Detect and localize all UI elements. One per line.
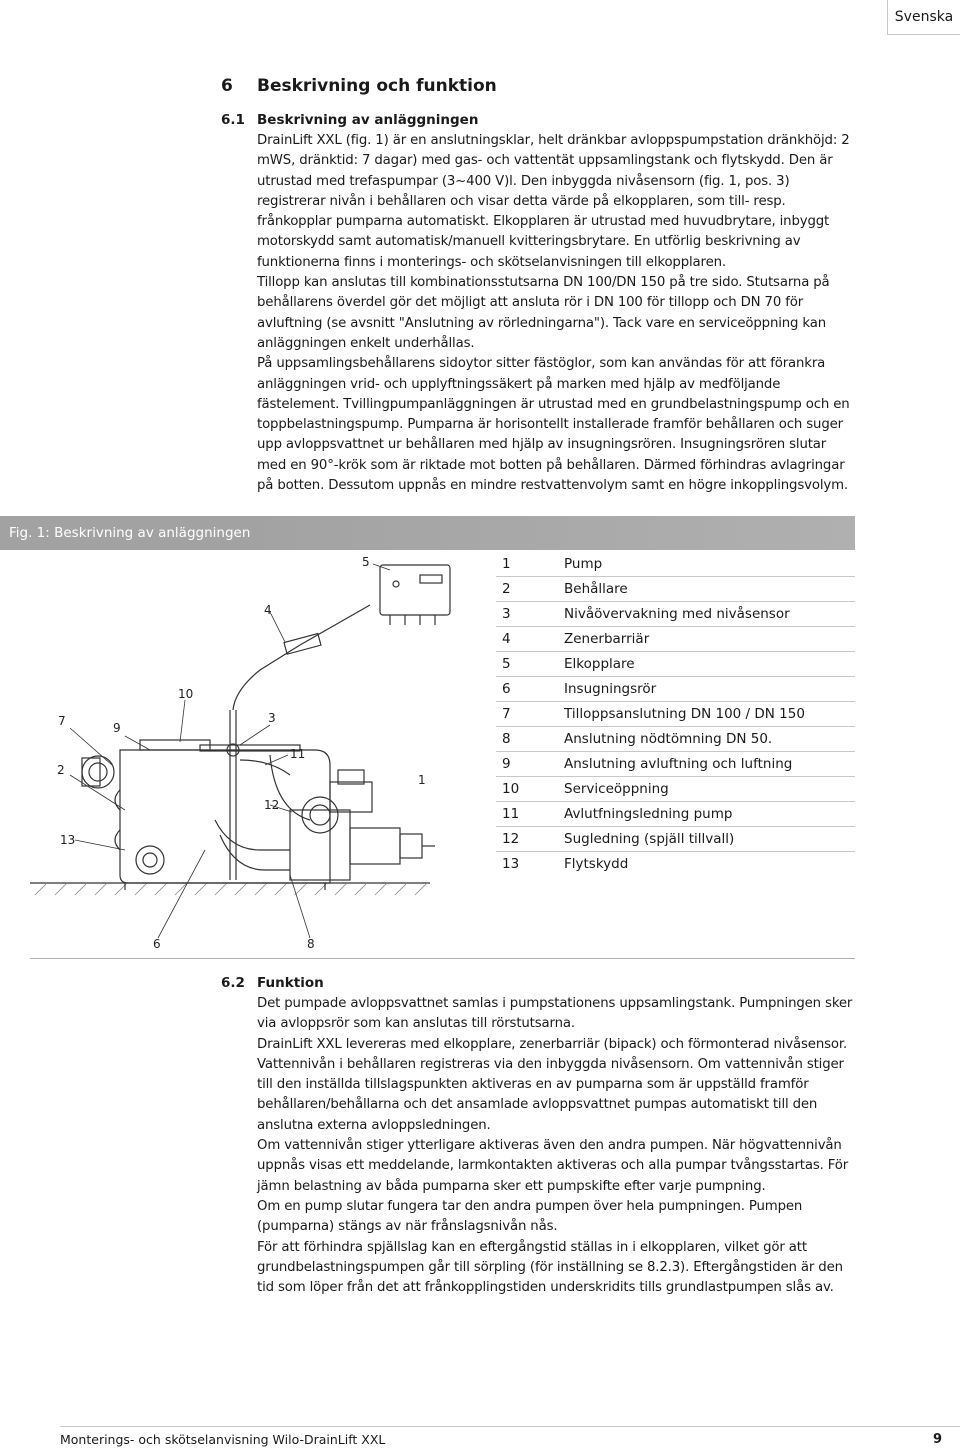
legend-number: 9 [502,756,511,772]
page-number: 9 [932,1431,942,1447]
callout-13: 13 [60,833,76,847]
page-footer [60,1426,960,1451]
section-number: 6.2 [221,975,245,991]
section-6-heading [221,76,497,96]
legend-text: Zenerbarriär [564,631,650,647]
legend-text: Anslutning avluftning och luftning [564,756,793,772]
callout-5: 5 [362,555,370,569]
legend-number: 4 [502,631,511,647]
paragraph: DrainLift XXL levereras med elkopplare, zenerbarriär (bipack) och förmonterad nivåsensor. Vattennivån i behållaren registreras via den inbyggda nivåsensorn. Om vattennivån stiger till den inställda tillslagspunkten aktiveras en av pumparna som är uppställd framför behållaren/behållarna och det ansamlade avloppsvattnet pumpas automatiskt till den anslutna externa avloppsledningen. [257,1036,848,1133]
legend-number: 5 [502,656,511,672]
legend-row [496,552,855,577]
section-title: Beskrivning och funktion [257,76,497,96]
callout-1: 1 [418,773,426,787]
section-number: 6.1 [221,112,245,128]
ground-hatching [35,883,427,895]
legend-number: 7 [502,706,511,722]
legend-number: 3 [502,606,511,622]
callout-11: 11 [290,747,306,761]
pump-body [290,810,350,880]
pump-station-drawing [30,550,485,960]
section-title: Beskrivning av anläggningen [257,112,479,128]
legend-row [496,627,855,652]
paragraph: Om en pump slutar fungera tar den andra pumpen över hela pumpningen. Pumpen (pumparna) stängs av när frånslagsnivån nås. [257,1198,803,1235]
callout-10: 10 [178,687,194,701]
footer-document-title: Monterings- och skötselanvisning Wilo-DrainLift XXL [60,1431,386,1447]
legend-text: Sugledning (spjäll tillvall) [564,831,735,847]
callout-4: 4 [264,603,272,617]
section-6-2-heading [221,975,324,991]
legend-row [496,677,855,702]
legend-text: Pump [564,556,603,572]
legend-row [496,577,855,602]
legend-text: Flytskydd [564,856,629,872]
control-box [380,565,450,615]
section-6-1-body [257,131,854,496]
tank [120,750,330,883]
callout-7: 7 [58,714,66,728]
section-6-2-body [257,994,854,1298]
legend-text: Behållare [564,581,628,597]
legend-text: Avlutfningsledning pump [564,806,733,822]
section-title: Funktion [257,975,324,991]
callout-2: 2 [57,763,65,777]
figure-legend [496,552,855,876]
legend-text: Tilloppsanslutning DN 100 / DN 150 [564,706,805,722]
legend-number: 11 [502,806,520,822]
callout-9: 9 [113,721,121,735]
legend-row [496,802,855,827]
legend-text: Nivåövervakning med nivåsensor [564,606,790,622]
legend-number: 2 [502,581,511,597]
paragraph: Tillopp kan anslutas till kombinationsstutsarna DN 100/DN 150 på tre sido. Stutsarna på behållarens överdel gör det möjligt att ansluta rör i DN 100 för tillopp och DN 70 för avluftning (se avsnitt "Anslutning av rörledningarna"). Tack vare en serviceöppning kan anläggningen enkelt underhållas. [257,275,830,351]
section-number: 6 [221,76,233,96]
legend-text: Anslutning nödtömning DN 50. [564,731,773,747]
language-tab: Svenska [887,0,960,35]
legend-text: Elkopplare [564,656,635,672]
legend-text: Insugningsrör [564,681,657,697]
section-6-1-heading [221,112,478,128]
inlet-flange [82,756,114,788]
paragraph: På uppsamlingsbehållarens sidoytor sitter fästöglor, som kan användas för att förankra anläggningen vrid- och upplyftningssäkert på marken med hjälp av medföljande fästelement. Tvillingpumpanläggningen är utrustad med en grundbelastningspump och en toppbelastningspump. Pumparna är horisontellt installerade framför behållaren och suger upp avloppsvattnet ur behållaren med hjälp av insugningsrören. Insugningsrören slutar med en 90°-krök som är riktade mot botten på behållaren. Därmed förhindras avlagringar på botten. Dessutom uppnås en mindre restvattenvolym samt en högre inkopplingsvolym. [257,356,850,494]
legend-text: Serviceöppning [564,781,669,797]
legend-number: 6 [502,681,511,697]
legend-row [496,777,855,802]
legend-number: 1 [502,556,511,572]
figure-caption: Fig. 1: Beskrivning av anläggningen [0,516,855,550]
legend-row [496,727,855,752]
legend-row [496,652,855,677]
paragraph: För att förhindra spjällslag kan en eftergångstid ställas in i elkopplaren, vilket gör att grundbelastningspumpen går till sörpling (för inställning se 8.2.3). Eftergångstiden är den tid som löper från det att frånkopplingstiden underskridits tills grundlastpumpen slås av. [257,1239,843,1296]
legend-number: 13 [502,856,520,872]
legend-row [496,752,855,777]
paragraph: DrainLift XXL (fig. 1) är en anslutningsklar, helt dränkbar avloppspumpstation dränkhöjd: 2 mWS, dränktid: 7 dagar) med gas- och vattentät uppsamlingstank och flytskydd. Den är utrustad med trefaspumpar (3~400 V)l. Den inbyggda nivåsensorn (fig. 1, pos. 3) registrerar nivån i behållaren och visar detta värde på elkopplaren, som till- resp. frånkopplar pumparna automatiskt. Elkopplaren är utrustad med huvudbrytare, inbyggt motorskydd samt automatisk/manuell kvitteringsbrytare. En utförlig beskrivning av funktionerna finns i monterings- och skötselanvisningen till elkopplaren. [257,133,850,270]
callout-6: 6 [153,937,161,951]
legend-number: 10 [502,781,520,797]
callout-12: 12 [264,798,280,812]
figure-bottom-rule [30,958,855,959]
legend-row [496,852,855,876]
legend-row [496,602,855,627]
paragraph: Om vattennivån stiger ytterligare aktiveras även den andra pumpen. När högvattennivån uppnås visas ett meddelande, larmkontakten aktiveras och alla pumpar tvångsstartas. För jämn belastning av båda pumparna sker ett pumpskifte efter varje pumpning. [257,1138,849,1194]
legend-number: 8 [502,731,511,747]
legend-row [496,702,855,727]
paragraph: Det pumpade avloppsvattnet samlas i pumpstationens uppsamlingstank. Pumpningen sker via avloppsrör som kan anslutas till rörstutsarna. [257,996,853,1032]
callout-3: 3 [268,711,276,725]
callout-8: 8 [307,937,315,951]
legend-row [496,827,855,852]
legend-number: 12 [502,831,520,847]
